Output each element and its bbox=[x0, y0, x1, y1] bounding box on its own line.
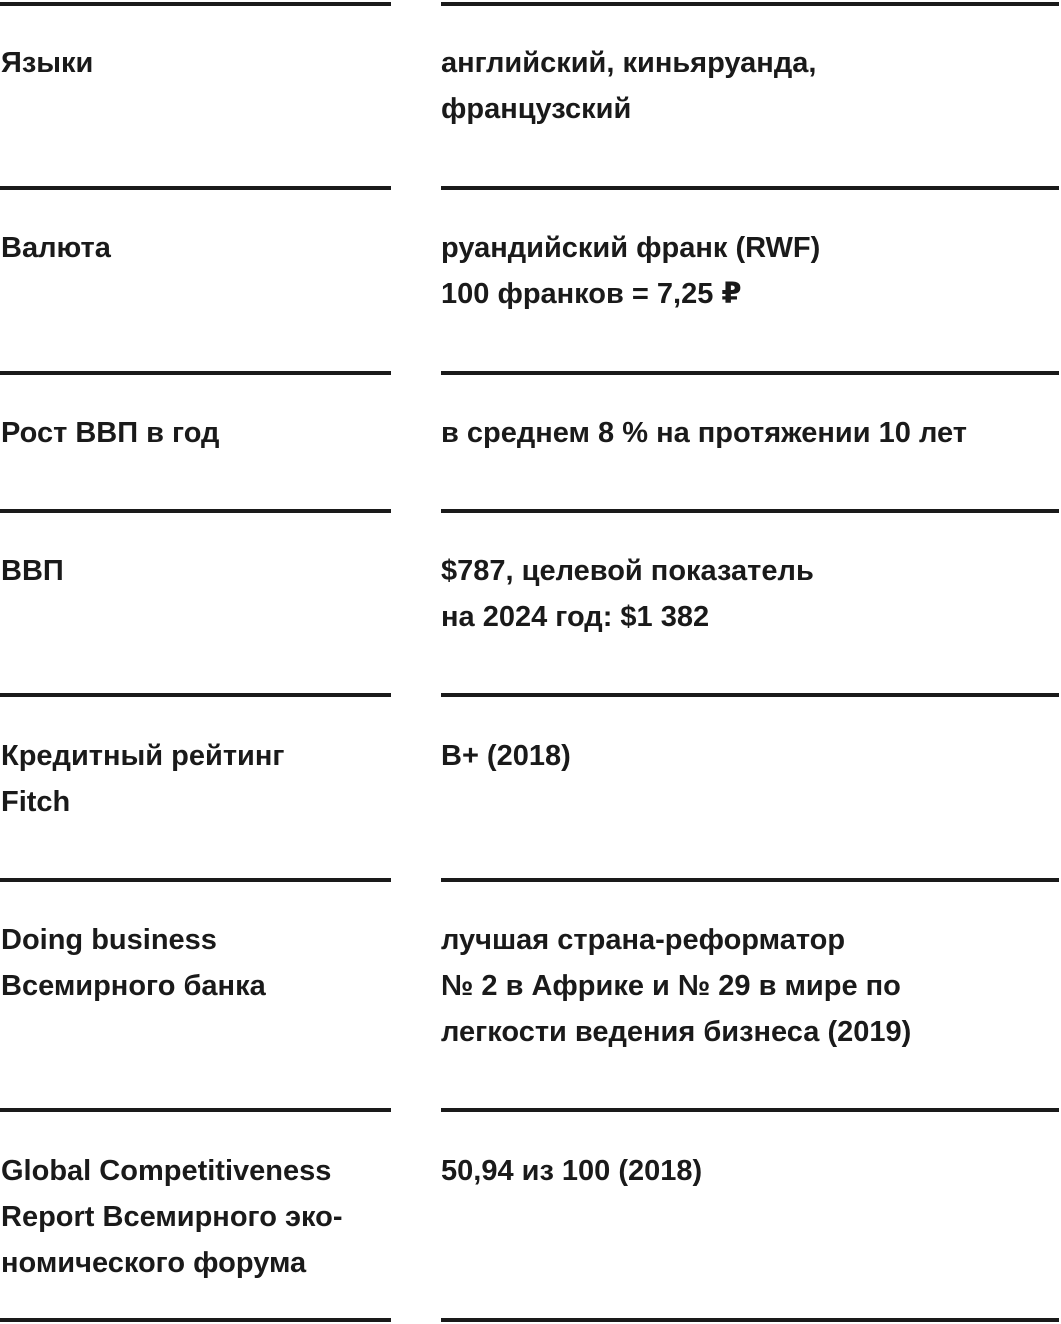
row-label bbox=[1, 225, 391, 271]
row-value-line: легкости ведения бизнеса (2019) bbox=[441, 1016, 912, 1048]
row-label bbox=[1, 733, 391, 825]
row-label-line: ВВП bbox=[1, 555, 64, 587]
row-value bbox=[441, 410, 1056, 456]
row-value-line: B+ (2018) bbox=[441, 740, 571, 772]
row-value bbox=[441, 1148, 1056, 1194]
row-value-line: руандийский франк (RWF) bbox=[441, 232, 821, 264]
row-label-line: номического форума bbox=[1, 1247, 307, 1279]
row-value bbox=[441, 225, 1056, 317]
row-divider bbox=[441, 693, 1059, 697]
row-divider bbox=[0, 693, 391, 697]
row-divider bbox=[441, 186, 1059, 190]
row-divider bbox=[441, 509, 1059, 513]
row-value-line: № 2 в Африке и № 29 в мире по bbox=[441, 970, 901, 1002]
row-value-line: на 2024 год: $1 382 bbox=[441, 601, 710, 633]
row-label-line: Всемирного банка bbox=[1, 970, 266, 1002]
row-value-line: $787, целевой показатель bbox=[441, 555, 814, 587]
row-label bbox=[1, 548, 391, 594]
row-divider bbox=[0, 1108, 391, 1112]
row-value-line: 50,94 из 100 (2018) bbox=[441, 1155, 703, 1187]
row-divider bbox=[441, 1108, 1059, 1112]
row-divider bbox=[0, 2, 391, 6]
row-label bbox=[1, 40, 391, 86]
row-divider bbox=[441, 371, 1059, 375]
row-value-line: 100 франков = 7,25 ₽ bbox=[441, 278, 742, 310]
row-label-line: Fitch bbox=[1, 786, 71, 818]
row-divider bbox=[0, 1318, 391, 1322]
row-divider bbox=[441, 878, 1059, 882]
row-label-line: Рост ВВП в год bbox=[1, 417, 220, 449]
row-value bbox=[441, 548, 1056, 640]
row-label bbox=[1, 410, 391, 456]
row-value-line: лучшая страна-реформатор bbox=[441, 924, 846, 956]
row-label-line: Кредитный рейтинг bbox=[1, 740, 285, 772]
row-label-line: Языки bbox=[1, 47, 94, 79]
row-value-line: французский bbox=[441, 93, 632, 125]
row-value-line: в среднем 8 % на протяжении 10 лет bbox=[441, 417, 967, 449]
row-label-line: Report Всемирного эко- bbox=[1, 1201, 343, 1233]
row-label-line: Doing business bbox=[1, 924, 217, 956]
row-divider bbox=[0, 371, 391, 375]
row-value bbox=[441, 917, 1056, 1055]
row-divider bbox=[441, 2, 1059, 6]
row-value-line: английский, киньяруанда, bbox=[441, 47, 817, 79]
row-value bbox=[441, 733, 1056, 779]
row-label-line: Валюта bbox=[1, 232, 111, 264]
row-label bbox=[1, 917, 391, 1009]
row-divider bbox=[0, 186, 391, 190]
row-label bbox=[1, 1148, 391, 1286]
row-divider bbox=[441, 1318, 1059, 1322]
row-label-line: Global Competitiveness bbox=[1, 1155, 332, 1187]
row-divider bbox=[0, 509, 391, 513]
row-value bbox=[441, 40, 1056, 132]
row-divider bbox=[0, 878, 391, 882]
